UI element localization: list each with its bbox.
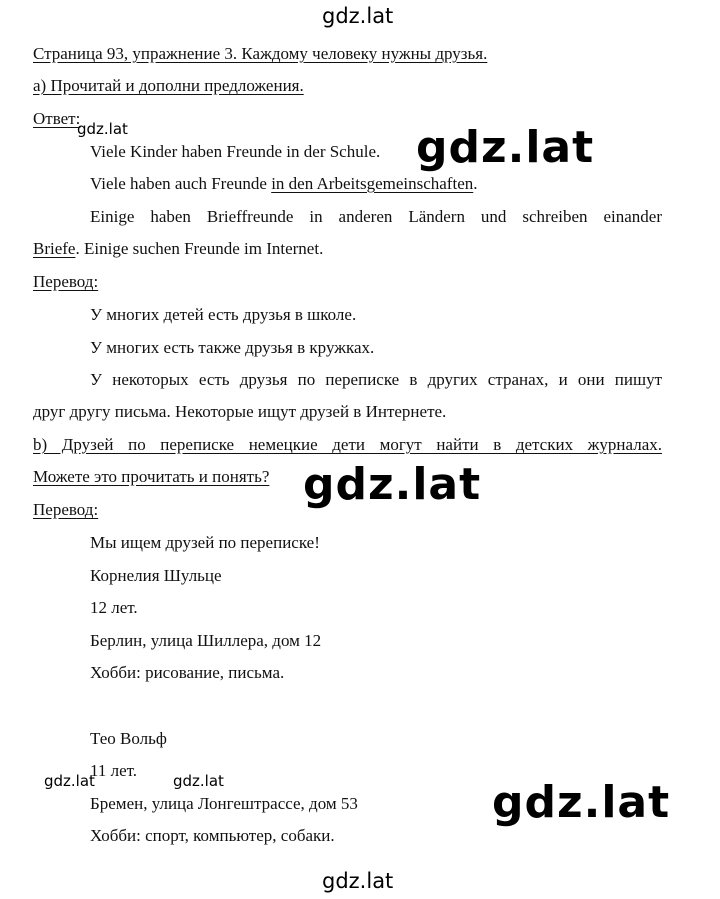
- answer-line-4: [33, 238, 323, 260]
- watermark-large: gdz.lat: [492, 777, 671, 828]
- person-1-name: Корнелия Шульце: [90, 566, 222, 585]
- watermark-small: gdz.lat: [173, 772, 224, 790]
- answer-line-1: Viele Kinder haben Freunde in der Schule.: [90, 142, 381, 161]
- translation-line-3: У некоторых есть друзья по переписке в других странах, и они пишут: [90, 370, 662, 389]
- translation-b-label: Перевод:: [33, 500, 99, 519]
- person-2-address: Бремен, улица Лонгештрассе, дом 53: [90, 794, 358, 813]
- answer-text: .: [473, 174, 478, 193]
- watermark-small: gdz.lat: [44, 772, 95, 790]
- person-1-hobby: Хобби: рисование, письма.: [90, 663, 285, 682]
- person-1-age: 12 лет.: [90, 598, 138, 617]
- watermark-top: gdz.lat: [322, 4, 394, 28]
- translation-label: Перевод:: [33, 272, 99, 291]
- filled-blank: in den Arbeitsgemeinschaften: [271, 174, 474, 193]
- filled-blank: Briefe: [33, 239, 76, 258]
- task-a-heading: а) Прочитай и дополни предложения.: [33, 76, 304, 95]
- answer-text: Viele haben auch Freunde: [90, 174, 272, 193]
- person-2-hobby: Хобби: спорт, компьютер, собаки.: [90, 826, 335, 845]
- ad-heading: Мы ищем друзей по переписке!: [90, 533, 320, 552]
- person-2-age: 11 лет.: [90, 761, 138, 780]
- watermark-bottom: gdz.lat: [322, 869, 394, 893]
- answer-label: Ответ:: [33, 109, 81, 128]
- translation-line-4: друг другу письма. Некоторые ищут друзей в Интернете.: [33, 402, 447, 421]
- person-1-address: Берлин, улица Шиллера, дом 12: [90, 631, 322, 650]
- answer-line-2: [90, 173, 478, 195]
- person-2-name: Тео Вольф: [90, 729, 167, 748]
- translation-line-2: У многих есть также друзья в кружках.: [90, 338, 375, 357]
- watermark-small: gdz.lat: [77, 120, 128, 138]
- answer-text: . Einige suchen Freunde im Internet.: [75, 239, 324, 258]
- task-b-line-1: b) Друзей по переписке немецкие дети могут найти в детских журналах.: [33, 435, 662, 454]
- watermark-large: gdz.lat: [416, 122, 595, 173]
- page-title: Страница 93, упражнение 3. Каждому человеку нужны друзья.: [33, 44, 488, 63]
- translation-line-1: У многих детей есть друзья в школе.: [90, 305, 357, 324]
- task-b-line-2: Можете это прочитать и понять?: [33, 467, 270, 486]
- answer-line-3: Einige haben Brieffreunde in anderen Ländern und schreiben einander: [90, 207, 662, 226]
- watermark-large: gdz.lat: [303, 459, 482, 510]
